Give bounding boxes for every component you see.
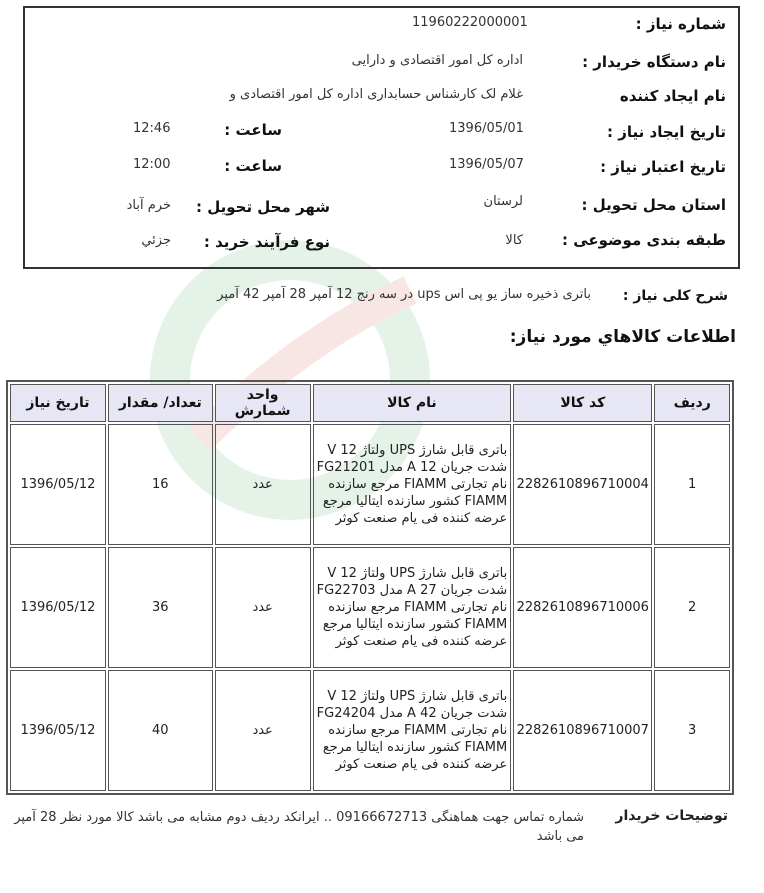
items-table [6, 380, 734, 795]
item-date: 1396/05/12 [10, 424, 106, 545]
header-name: نام کالا [313, 384, 512, 422]
section-title: اطلاعات کالاهاي مورد نياز: [509, 327, 736, 347]
valid-time-label: ساعت : [224, 157, 282, 175]
item-unit: عدد [215, 670, 311, 791]
row-number: 3 [654, 670, 730, 791]
city-label: شهر محل تحویل : [195, 198, 330, 216]
table-row [10, 424, 730, 545]
category-label: طبقه بندی موضوعی : [562, 231, 726, 249]
header-row-number: ردیف [654, 384, 730, 422]
item-date: 1396/05/12 [10, 547, 106, 668]
row-number: 2 [654, 547, 730, 668]
header-code: کد کالا [513, 384, 652, 422]
item-unit: عدد [215, 424, 311, 545]
header-date: تاریخ نیاز [10, 384, 106, 422]
valid-date: 1396/05/07 [449, 157, 524, 172]
item-code: 2282610896710004 [513, 424, 652, 545]
row-number: 1 [654, 424, 730, 545]
province: لرستان [483, 194, 523, 209]
need-info-box [23, 6, 740, 269]
item-name: باتری قابل شارژ UPS ولتاژ 12 V شدت جریان 12 A مدل FG21201 نام تجارتی FIAMM مرجع سازنده FIAMM کشور سازنده ایتالیا مرجع عرضه کننده فی یام صنعت کوثر [313, 424, 512, 545]
item-name: باتری قابل شارژ UPS ولتاژ 12 V شدت جریان 42 A مدل FG24204 نام تجارتی FIAMM مرجع سازنده FIAMM کشور سازنده ایتالیا مرجع عرضه کننده فی یام صنعت کوثر [313, 670, 512, 791]
item-code: 2282610896710006 [513, 547, 652, 668]
summary-label: شرح کلی نیاز : [622, 288, 728, 304]
buyer-notes-label: توضیحات خریدار [615, 808, 728, 824]
item-qty: 40 [108, 670, 213, 791]
valid-time: 12:00 [133, 157, 171, 172]
header-unit: واحد شمارش [215, 384, 311, 422]
valid-date-label: تاریخ اعتبار نیاز : [600, 158, 726, 176]
process-label: نوع فرآیند خرید : [203, 233, 330, 251]
city: خرم آباد [126, 198, 171, 213]
province-label: استان محل تحویل : [581, 196, 726, 214]
created-date: 1396/05/01 [449, 121, 524, 136]
summary-text: باتری ذخیره ساز یو پی اس ups در سه رنج 12 آمپر 28 آمپر 42 آمپر [217, 287, 591, 302]
item-unit: عدد [215, 547, 311, 668]
item-qty: 36 [108, 547, 213, 668]
table-row [10, 547, 730, 668]
header-qty: تعداد/ مقدار [108, 384, 213, 422]
created-time: 12:46 [133, 121, 171, 136]
buyer-notes-text: شماره تماس جهت هماهنگی 09166672713 .. ایرانکد ردیف دوم مشابه می باشد کالا مورد نظر 28 آمپر می باشد [14, 810, 584, 844]
table-header-row [10, 384, 730, 422]
item-name: باتری قابل شارژ UPS ولتاژ 12 V شدت جریان 27 A مدل FG22703 نام تجارتی FIAMM مرجع سازنده FIAMM کشور سازنده ایتالیا مرجع عرضه کننده فی یام صنعت کوثر [313, 547, 512, 668]
item-date: 1396/05/12 [10, 670, 106, 791]
created-time-label: ساعت : [224, 121, 282, 139]
need-number: 11960222000001 [412, 15, 528, 30]
creator-label: نام ایجاد کننده [619, 87, 726, 105]
item-qty: 16 [108, 424, 213, 545]
item-code: 2282610896710007 [513, 670, 652, 791]
need-number-label: شماره نیاز : [635, 15, 726, 33]
buyer-org-label: نام دستگاه خریدار : [582, 53, 726, 71]
buyer-org: اداره کل امور اقتصادی و دارایی [351, 53, 523, 68]
process: جزئي [141, 233, 171, 248]
table-row [10, 670, 730, 791]
category: کالا [505, 233, 523, 248]
created-date-label: تاریخ ایجاد نیاز : [607, 123, 726, 141]
creator: غلام لک کارشناس حسابداری اداره کل امور اقتصادی و [229, 87, 523, 102]
